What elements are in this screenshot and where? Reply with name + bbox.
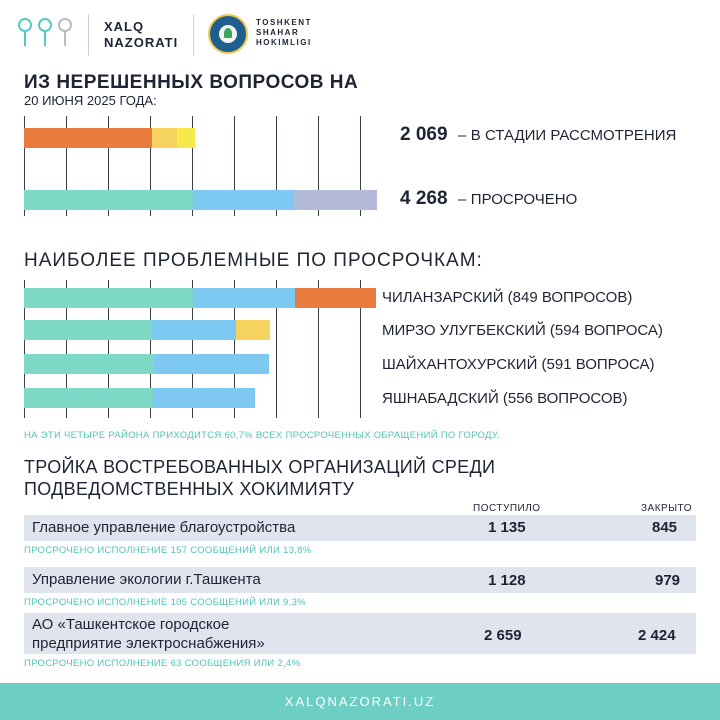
bar-segment — [24, 320, 152, 340]
footer-url[interactable]: XALQNAZORATI.UZ — [284, 694, 436, 709]
stat-review-sep: – — [458, 127, 467, 144]
bar-segment — [24, 354, 154, 374]
stat-overdue-label: ПРОСРОЧЕНО — [470, 191, 578, 208]
org-received-3: 2 659 — [484, 627, 522, 644]
section3-title: ТРОЙКА ВОСТРЕБОВАННЫХ ОРГАНИЗАЦИЙ СРЕДИ ПОДВЕДОМСТВЕННЫХ ХОКИМИЯТУ — [24, 457, 496, 499]
org-closed-3: 2 424 — [638, 627, 676, 644]
brand-name: XALQ NAZORATI — [104, 19, 179, 50]
bar-segment — [295, 288, 376, 308]
org-received-1: 1 135 — [488, 519, 526, 536]
section2-title: НАИБОЛЕЕ ПРОБЛЕМНЫЕ ПО ПРОСРОЧКАМ: — [24, 250, 483, 271]
bar-segment — [294, 190, 377, 210]
districts-note: НА ЭТИ ЧЕТЫРЕ РАЙОНА ПРИХОДИТСЯ 60,7% ВСЕХ ПРОСРОЧЕННЫХ ОБРАЩЕНИЙ ПО ГОРОДУ. — [24, 430, 500, 441]
bar-segment — [24, 388, 153, 408]
org-note-3: ПРОСРОЧЕНО ИСПОЛНЕНИЕ 63 СООБЩЕНИЯ ИЛИ 2,4% — [24, 658, 301, 669]
bar-segment — [154, 354, 269, 374]
bar-segment — [236, 320, 270, 340]
section1-subtitle: 20 ИЮНЯ 2025 ГОДА: — [24, 93, 157, 108]
bar-segment — [24, 128, 152, 148]
districts-chart — [24, 280, 384, 418]
stat-overdue-value: 4 268 — [400, 188, 448, 209]
bar-segment — [193, 288, 295, 308]
header-divider — [88, 14, 89, 56]
xalq-nazorati-logo — [18, 18, 78, 58]
stat-review-value: 2 069 — [400, 124, 448, 145]
org-note-1: ПРОСРОЧЕНО ИСПОЛНЕНИЕ 157 СООБЩЕНИЙ ИЛИ 13,8% — [24, 545, 312, 556]
bar-segment — [193, 190, 294, 210]
bar-segment — [24, 190, 193, 210]
district-label-shaykhantohur: ШАЙХАНТОХУРСКИЙ (591 ВОПРОСА) — [382, 356, 655, 373]
column-received: ПОСТУПИЛО — [473, 503, 541, 514]
footer-bar — [0, 683, 720, 720]
bar-segment — [153, 388, 254, 408]
hokimlik-name: TOSHKENT SHAHAR HOKIMLIGI — [256, 18, 312, 47]
district-label-yashnabad: ЯШНАБАДСКИЙ (556 ВОПРОСОВ) — [382, 390, 628, 407]
district-label-chilanzar: ЧИЛАНЗАРСКИЙ (849 ВОПРОСОВ) — [382, 289, 633, 306]
org-closed-2: 979 — [655, 572, 681, 589]
bar-segment — [152, 128, 178, 148]
stat-overdue — [400, 188, 577, 210]
header-divider-2 — [193, 14, 194, 56]
bar-segment — [152, 320, 236, 340]
bar-segment — [177, 128, 195, 148]
column-closed: ЗАКРЫТО — [641, 503, 692, 514]
org-name-2: Управление экологии г.Ташкента — [32, 571, 261, 588]
org-name-3: АО «Ташкентское городское предприятие электроснабжения» — [32, 616, 265, 652]
section1-title: ИЗ НЕРЕШЕННЫХ ВОПРОСОВ НА — [24, 72, 359, 93]
bar-segment — [24, 288, 193, 308]
org-received-2: 1 128 — [488, 572, 526, 589]
unresolved-chart — [24, 116, 384, 216]
org-note-2: ПРОСРОЧЕНО ИСПОЛНЕНИЕ 105 СООБЩЕНИЙ ИЛИ 9,3% — [24, 597, 306, 608]
org-closed-1: 845 — [652, 519, 678, 536]
stat-review-label: В СТАДИИ РАССМОТРЕНИЯ — [470, 127, 677, 144]
stat-overdue-sep: – — [458, 191, 467, 208]
tashkent-seal-icon — [208, 14, 248, 54]
stat-review — [400, 124, 676, 146]
org-name-1: Главное управление благоустройства — [32, 519, 296, 536]
district-label-mirzo: МИРЗО УЛУГБЕКСКИЙ (594 ВОПРОСА) — [382, 322, 663, 339]
